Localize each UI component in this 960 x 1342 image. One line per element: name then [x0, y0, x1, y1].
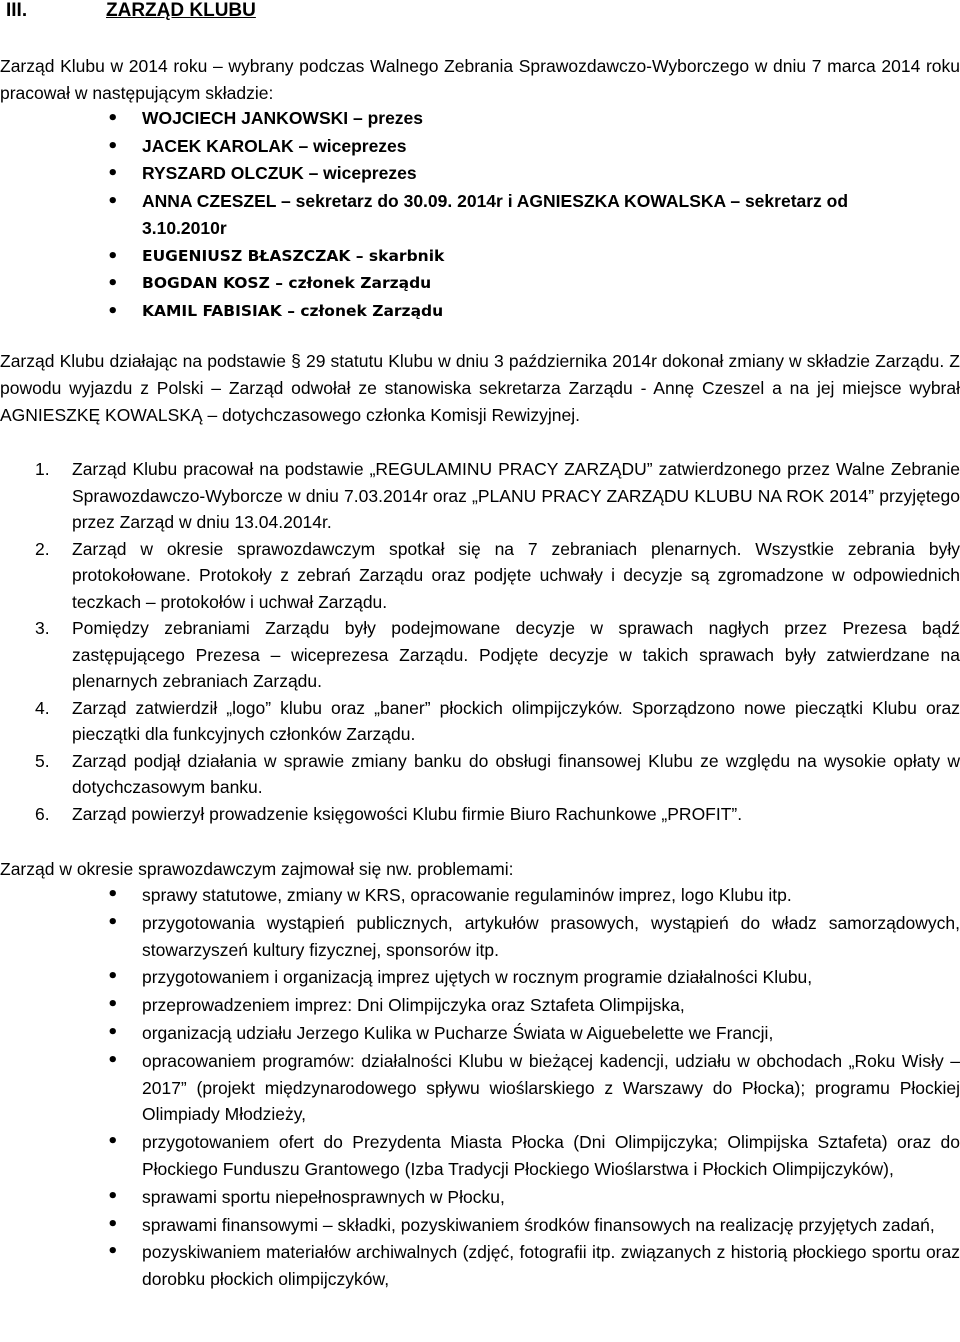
list-item: • BOGDAN KOSZ – członek Zarządu: [0, 270, 960, 298]
section-title: ZARZĄD KLUBU: [106, 0, 256, 21]
list-item: • przygotowania wystąpień publicznych, artykułów prasowych, wystąpień do władz samorządowych, stowarzyszeń kultury fizycznej, sponsorów itp.: [0, 910, 960, 964]
list-item: • KAMIL FABISIAK – członek Zarządu: [0, 298, 960, 326]
list-item: • przygotowaniem ofert do Prezydenta Miasta Płocka (Dni Olimpijczyka; Olimpijska Sztafeta) oraz do Płockiego Funduszu Grantowego (Izba Tradycji Płockiego Wioślarstwa i Płockich Olimpijczyków),: [0, 1129, 960, 1183]
list-item: • sprawami sportu niepełnosprawnych w Płocku,: [0, 1184, 960, 1211]
list-item: • organizacją udziału Jerzego Kulika w Pucharze Świata w Aiguebelette we Francji,: [0, 1020, 960, 1047]
list-item: • RYSZARD OLCZUK – wiceprezes: [0, 160, 960, 188]
list-item: [0, 695, 960, 748]
item-number: 6.: [35, 803, 50, 824]
item-text: Zarząd Klubu pracował na podstawie „REGULAMINU PRACY ZARZĄDU” zatwierdzonego przez Walne Zebranie Sprawozdawczo-Wyborcze w dniu 7.03.2014r oraz „PLANU PRACY ZARZĄDU KLUBU NA ROK 2014” przyjętego przez Zarząd w dniu 13.04.2014r.: [72, 459, 960, 532]
item-text: Pomiędzy zebraniami Zarządu były podejmowane decyzje w sprawach nagłych przez Prezesa bądź zastępującego Prezesa – wiceprezesa Zarządu. Podjęte decyzje w takich sprawach były zatwierdzane na plenarnych zebraniach Zarządu.: [72, 618, 960, 691]
board-change-paragraph: Zarząd Klubu działając na podstawie § 29 statutu Klubu w dniu 3 października 2014r dokonał zmiany w składzie Zarządu. Z powodu wyjazdu z Polski – Zarząd odwołał ze stanowiska sekretarza Zarządu - Annę Czeszel a na jej miejsce wybrał AGNIESZKĘ KOWALSKĄ – dotychczasowego członka Komisji Rewizyjnej.: [0, 351, 960, 425]
list-item: [0, 456, 960, 536]
problems-intro: Zarząd w okresie sprawozdawczym zajmował się nw. problemami:: [0, 859, 514, 879]
list-item: • WOJCIECH JANKOWSKI – prezes: [0, 105, 960, 133]
item-number: 1.: [35, 459, 50, 479]
list-item: [0, 536, 960, 616]
list-item: [0, 748, 960, 801]
list-item: • EUGENIUSZ BŁASZCZAK – skarbnik: [0, 243, 960, 271]
board-members-list: [0, 105, 960, 325]
problems-list: [0, 882, 960, 1294]
list-item: • JACEK KAROLAK – wiceprezes: [0, 133, 960, 161]
list-item: • sprawami finansowymi – składki, pozyskiwaniem środków finansowych na realizację przyjętych zadań,: [0, 1212, 960, 1239]
section-heading: [6, 0, 256, 24]
intro-paragraph: Zarząd Klubu w 2014 roku – wybrany podczas Walnego Zebrania Sprawozdawczo-Wyborczego w dniu 7 marca 2014 roku pracował w następującym składzie:: [0, 56, 960, 103]
list-item: • ANNA CZESZEL – sekretarz do 30.09. 2014r i AGNIESZKA KOWALSKA – sekretarz od 3.10.2010r: [0, 188, 960, 243]
item-text: Zarząd powierzył prowadzenie księgowości Klubu firmie Biuro Rachunkowe „PROFIT”.: [72, 803, 743, 824]
list-item: [0, 801, 960, 828]
item-text: Zarząd w okresie sprawozdawczym spotkał się na 7 zebraniach plenarnych. Wszystkie zebrania były protokołowane. Protokoły z zebrań Zarządu oraz podjęte uchwały i decyzje są zgromadzone w odpowiednich teczkach – protokołów i uchwał Zarządu.: [72, 538, 960, 612]
item-text: Zarząd zatwierdził „logo” klubu oraz „baner” płockich olimpijczyków. Sporządzono nowe pieczątki Klubu oraz pieczątki dla funkcyjnych członków Zarządu.: [72, 697, 960, 744]
section-number: III.: [6, 0, 28, 21]
list-item: • przeprowadzeniem imprez: Dni Olimpijczyka oraz Sztafeta Olimpijska,: [0, 992, 960, 1019]
item-text: Zarząd podjął działania w sprawie zmiany banku do obsługi finansowej Klubu ze względu na wysokie opłaty w dotychczasowym banku.: [72, 750, 960, 797]
list-item: • przygotowaniem i organizacją imprez ujętych w rocznym programie działalności Klubu,: [0, 964, 960, 991]
item-number: 4.: [35, 697, 50, 718]
item-number: 2.: [35, 538, 50, 559]
numbered-activities-list: [0, 456, 960, 827]
list-item: • pozyskiwaniem materiałów archiwalnych (zdjęć, fotografii itp. związanych z historią płockiego sportu oraz dorobku płockich olimpijczyków,: [0, 1239, 960, 1293]
list-item: [0, 615, 960, 695]
item-number: 3.: [35, 618, 50, 638]
list-item: • sprawy statutowe, zmiany w KRS, opracowanie regulaminów imprez, logo Klubu itp.: [0, 882, 960, 909]
list-item: • opracowaniem programów: działalności Klubu w bieżącej kadencji, udziału w obchodach „Roku Wisły – 2017” (projekt międzynarodowego spływu wioślarskiego z Warszawy do Płocka); programu Płockiej Olimpiady Młodzieży,: [0, 1048, 960, 1128]
item-number: 5.: [35, 750, 50, 771]
